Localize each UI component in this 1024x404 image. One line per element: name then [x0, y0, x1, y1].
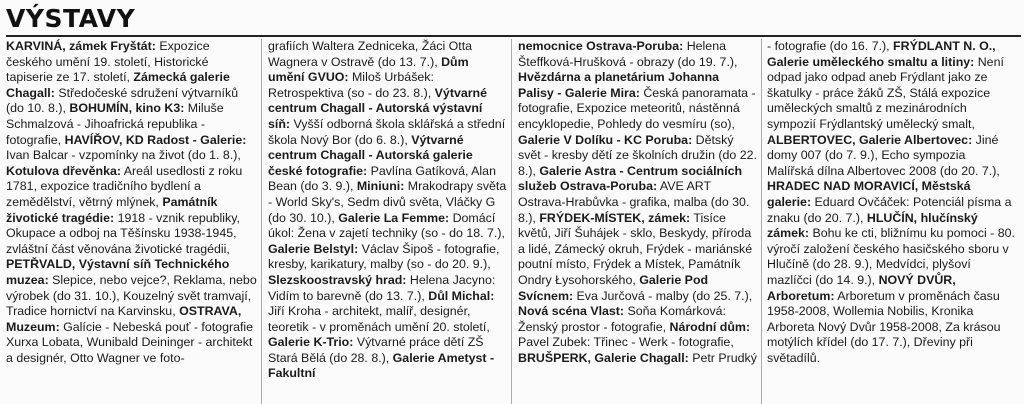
exhibition-text: Eduard Ovčáček: Potenciál písma a znaku (do 20. 7.), — [767, 194, 1012, 225]
exhibition-text: Slepice, nebo vejce?, Reklama, nebo výrobek (do 31. 10.), Kouzelný svět tramvají, Tradice hornictví na Karvinsku, — [6, 272, 257, 319]
venue-name: NOVÝ DVŮR, Arboretum: — [767, 272, 956, 303]
exhibition-text: Helena Jacyno: Vidím to barevně (do 13. 7.), — [268, 272, 496, 303]
exhibition-text: Pavel Zubek: Třinec - Werk - fotografie, — [518, 335, 734, 350]
exhibition-text: Areál usedlosti z roku 1781, expozice tradičního bydlení a zemědělství, větrný mlýnek, — [6, 163, 243, 209]
exhibition-text: Eva Jurčová - malby (do 25. 7.), — [573, 288, 753, 303]
exhibition-text: - fotografie (do 16. 7.), — [767, 39, 894, 53]
venue-name: KARVINÁ, zámek Fryštát: — [6, 39, 156, 53]
venue-name: Miniuni: — [356, 179, 405, 194]
exhibition-text: Petr Prudký — [688, 350, 757, 365]
venue-name: Výtvarné centrum Chagall - Autorská galerie české fotografie: — [268, 132, 473, 178]
venue-name: Galerie Belstyl: — [268, 241, 359, 256]
exhibition-text: Helena Šteffková-Hrušková - obrazy (do 19. 7.), — [518, 39, 738, 69]
exhibition-text: Není odpad jako odpad aneb Frýdlant jako ze škatulky - práce žáků ZŠ, Stálá expozice uměleckých smaltů z mezinárodních sympozií Frýdlantský umělecký smalt, — [767, 54, 1004, 131]
column-4 — [762, 39, 1019, 404]
exhibition-text: Ivan Balcar - vzpomínky na život (do 1. 8.), — [6, 148, 241, 163]
exhibition-text: Soňa Komárková: Ženský prostor - fotografie, — [518, 304, 726, 334]
exhibition-text: Jiné domy 007 (do 7. 9.), Echo sympozia Malířská dílna Albertovec 2008 (do 20. 7.), — [767, 132, 1000, 178]
venue-name: Národní dům: — [669, 319, 751, 334]
venue-name: Galerie Ametyst - Fakultní — [268, 350, 495, 381]
exhibition-text: Vyšší odborná škola sklářská a střední škola Nový Bor (do 6. 8.), — [268, 116, 506, 147]
venue-name: Výtvarné centrum Chagall - Autorská výstavní síň: — [268, 85, 488, 131]
exhibition-text: Pavlína Gatíková, Alan Bean (do 3. 9.), — [268, 163, 496, 194]
exhibition-text: Domácí úkol: Žena v zajetí techniky (so - do 18. 7.), — [268, 210, 505, 241]
exhibition-text: Mrakodrapy světa - World Sky's, Sedm divů světa, Vláčky G (do 30. 10.), — [268, 179, 507, 225]
venue-name: Kotulova dřevěnka: — [6, 163, 121, 178]
venue-name: nemocnice Ostrava-Poruba: — [518, 39, 684, 53]
section-title: VÝSTAVY — [6, 4, 136, 33]
exhibition-text: AVE ART Ostrava-Hrabůvka - grafika, malba (do 30. 8.), — [518, 179, 750, 225]
exhibition-text: Galície - Nebeská pouť - fotografie Xurxa Lobata, Wunibald Deininger - architekt a designér, Otto Wagner ve foto- — [6, 319, 254, 365]
exhibition-text: Tisíce květů, Jiří Šuhájek - sklo, Beskydy, příroda a lidé, Zámecký okruh, Frýdek - mariánské poutní místo, Frýdek a Místek, Památník Ondry Łysohorského, — [518, 210, 753, 287]
venue-name: Galerie Astra - Centrum sociálních služeb Ostrava-Poruba: — [518, 163, 743, 194]
exhibition-text: Dětský svět - kresby dětí ze školních družin (do 22. 8.), — [518, 132, 757, 178]
exhibition-text: Výtvarné práce dětí ZŠ Stará Bělá (do 28. 8.), — [268, 335, 484, 365]
venue-name: PETŘVALD, Výstavní síň Technického muzea: — [6, 257, 230, 287]
venue-name: Slezskoostravský hrad: — [268, 272, 407, 287]
venue-name: Památník životické tragédie: — [6, 194, 218, 225]
venue-name: ALBERTOVEC, Galerie Albertovec: — [767, 132, 973, 147]
exhibition-text: Miloš Urbášek: Retrospektiva (so - do 23. 8.), — [268, 70, 435, 100]
venue-name: OSTRAVA, Muzeum: — [6, 304, 242, 334]
venue-name: Důl Michal: — [428, 288, 495, 303]
title-rule — [6, 35, 1021, 37]
venue-name: Galerie V Dolíku - KC Poruba: — [518, 132, 693, 147]
venue-name: BRUŠPERK, Galerie Chagall: — [518, 350, 689, 365]
venue-name: FRÝDLANT N. O., Galerie uměleckého smaltu a litiny: — [767, 39, 996, 69]
venue-name: HLUČÍN, hlučínský zámek: — [767, 210, 978, 241]
exhibition-text: Středočeské sdružení výtvarníků (do 10. 8.), — [6, 85, 239, 116]
venue-name: Galerie La Femme: — [338, 210, 450, 225]
exhibition-text: grafiích Waltera Zedniceka, Žáci Otta Wagnera v Ostravě (do 13. 7.), — [268, 39, 473, 69]
venue-name: HRADEC NAD MORAVICÍ, Městská galerie: — [767, 179, 971, 209]
venue-name: Hvězdárna a planetárium Johanna Palisy - Galerie Mira: — [518, 70, 720, 100]
venue-name: Galerie Pod Svícnem: — [518, 272, 709, 303]
exhibition-text: Václav Šipoš - fotografie, kresby, karikatury, malby (so - do 20. 9.), — [268, 241, 500, 272]
exhibition-text: Jiří Kroha - architekt, malíř, designér, teoretik - v proměnách umění 20. století, — [268, 304, 490, 334]
exhibition-text: Bohu ke cti, bližnímu ku pomoci - 80. výročí založení českého hasičského sboru v Hlučíně (do 28. 9.), Medvídci, plyšoví mazlíčci (do 14. 9.), — [767, 226, 1015, 287]
venue-name: BOHUMÍN, kino K3: — [69, 101, 185, 116]
venue-name: FRÝDEK-MÍSTEK, zámek: — [539, 210, 691, 225]
venue-name: Nová scéna Vlast: — [518, 304, 625, 319]
listing-columns — [6, 39, 1022, 404]
column-1 — [6, 39, 262, 404]
venue-name: Dům umění GVUO: — [268, 54, 469, 85]
exhibition-text: 1918 - vznik republiky, Okupace a odboj na Těšínsku 1938-1945, zvláštní část věnována životické tragédii, — [6, 210, 240, 256]
exhibition-text: Arboretum v proměnách času 1958-2008, Wollemia Nobilis, Kronika Arboreta Nový Dvůr 1958-2008, Za krásou motýlích křídel (do 17. 7.), Dřeviny při světadílů. — [767, 288, 1001, 365]
venue-name: HAVÍŘOV, KD Radost - Galerie: — [64, 132, 247, 147]
venue-name: Zámecká galerie Chagall: — [6, 70, 230, 100]
exhibition-text: Miluše Schmalzová - Jihoafrická republika - fotografie, — [6, 101, 224, 147]
exhibition-text: Expozice českého umění 19. století, Historické tapiserie ze 17. století, — [6, 39, 210, 85]
column-3 — [512, 39, 762, 404]
column-2 — [262, 39, 512, 404]
venue-name: Galerie K-Trio: — [268, 335, 354, 350]
exhibition-text: Česká panoramata - fotografie, Expozice meteoritů, nástěnná encyklopedie, Pohledy do vesmíru (so), — [518, 85, 756, 131]
